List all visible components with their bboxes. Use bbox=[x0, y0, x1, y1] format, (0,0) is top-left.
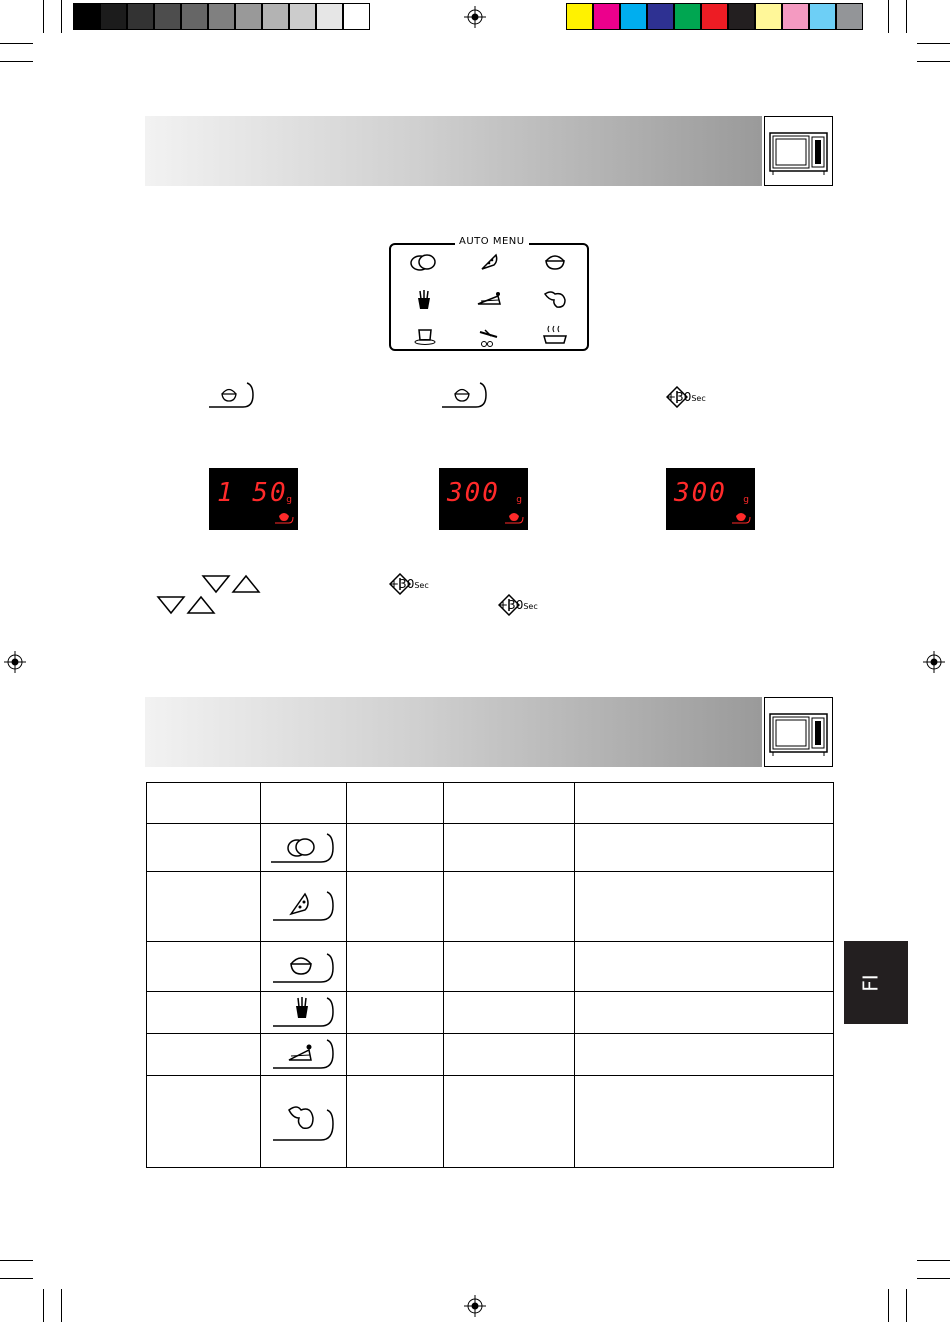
table-cell bbox=[443, 783, 575, 824]
lcd-display bbox=[666, 468, 755, 530]
table-cell bbox=[575, 1034, 834, 1076]
gray-swatch bbox=[154, 3, 181, 30]
table-cell bbox=[346, 824, 443, 872]
table-row bbox=[147, 872, 834, 942]
color-swatch bbox=[728, 3, 755, 30]
start-button[interactable] bbox=[666, 386, 706, 408]
gray-swatch bbox=[73, 3, 100, 30]
table-cell bbox=[147, 1034, 261, 1076]
start-label: +30Sec bbox=[498, 598, 538, 612]
crop-mark bbox=[888, 1289, 889, 1322]
crop-mark bbox=[0, 1278, 33, 1279]
start-label: +30Sec bbox=[389, 577, 429, 591]
table-cell bbox=[260, 942, 346, 992]
gray-swatch bbox=[181, 3, 208, 30]
pizza-icon[interactable] bbox=[478, 251, 500, 271]
language-tab bbox=[844, 941, 908, 1024]
microwave-icon-box bbox=[764, 697, 833, 767]
crop-mark bbox=[43, 0, 44, 33]
table-header-row bbox=[147, 783, 834, 824]
gray-swatch bbox=[208, 3, 235, 30]
table-row bbox=[147, 1034, 834, 1076]
crop-mark bbox=[917, 43, 950, 44]
table-row bbox=[147, 824, 834, 872]
defrost-icon[interactable] bbox=[477, 326, 501, 348]
color-swatch bbox=[647, 3, 674, 30]
start-button[interactable] bbox=[389, 573, 429, 595]
pizza-button[interactable] bbox=[261, 872, 345, 938]
crop-mark bbox=[0, 61, 33, 62]
table-cell bbox=[443, 992, 575, 1034]
potato-icon[interactable] bbox=[409, 252, 437, 272]
table-cell bbox=[575, 783, 834, 824]
table-cell bbox=[443, 872, 575, 942]
lcd-display bbox=[439, 468, 528, 530]
gray-swatch bbox=[289, 3, 316, 30]
table-cell bbox=[260, 783, 346, 824]
color-swatch bbox=[620, 3, 647, 30]
rice-bowl-button[interactable] bbox=[261, 942, 345, 988]
table-cell bbox=[443, 1076, 575, 1168]
microwave-icon bbox=[765, 698, 832, 766]
microwave-icon-box bbox=[764, 116, 833, 186]
lcd-display bbox=[209, 468, 298, 530]
potato-button[interactable] bbox=[261, 824, 345, 868]
table-cell bbox=[575, 942, 834, 992]
section-header-band bbox=[145, 697, 762, 767]
chicken-leg-icon[interactable] bbox=[541, 288, 569, 310]
color-swatch bbox=[593, 3, 620, 30]
table-cell bbox=[147, 1076, 261, 1168]
display-weight: 300 bbox=[674, 478, 727, 508]
table-cell bbox=[260, 992, 346, 1034]
table-cell bbox=[575, 992, 834, 1034]
start-label: +30Sec bbox=[666, 390, 706, 404]
crop-mark bbox=[917, 1278, 950, 1279]
table-cell bbox=[346, 1034, 443, 1076]
table-cell bbox=[443, 942, 575, 992]
start-button[interactable] bbox=[498, 594, 538, 616]
crop-mark bbox=[0, 43, 33, 44]
auto-menu-title: AUTO MENU bbox=[455, 236, 529, 247]
crop-mark bbox=[43, 1289, 44, 1322]
table-cell bbox=[346, 872, 443, 942]
color-swatch bbox=[782, 3, 809, 30]
cake-icon[interactable] bbox=[476, 290, 502, 308]
table-cell bbox=[147, 783, 261, 824]
table-cell bbox=[346, 1076, 443, 1168]
table-cell bbox=[147, 872, 261, 942]
section-header-band bbox=[145, 116, 762, 186]
gray-swatch bbox=[343, 3, 370, 30]
fries-button[interactable] bbox=[261, 992, 345, 1030]
display-unit: g bbox=[286, 495, 292, 505]
gray-swatch bbox=[235, 3, 262, 30]
color-swatch bbox=[566, 3, 593, 30]
table-row bbox=[147, 1076, 834, 1168]
registration-mark-icon bbox=[464, 1295, 486, 1317]
microwave-icon bbox=[765, 117, 832, 185]
table-cell bbox=[346, 942, 443, 992]
table-row bbox=[147, 942, 834, 992]
reheat-icon[interactable] bbox=[541, 324, 569, 346]
table-cell bbox=[260, 1034, 346, 1076]
crop-mark bbox=[61, 0, 62, 33]
gray-swatch bbox=[100, 3, 127, 30]
color-swatch bbox=[674, 3, 701, 30]
table-cell bbox=[260, 1076, 346, 1168]
table-cell bbox=[575, 1076, 834, 1168]
arrow-down-up-buttons[interactable] bbox=[201, 574, 263, 594]
table-cell bbox=[346, 783, 443, 824]
rice-bowl-button[interactable] bbox=[440, 381, 492, 409]
rice-bowl-icon bbox=[505, 510, 525, 524]
display-weight: 300 bbox=[447, 478, 500, 508]
rice-bowl-icon[interactable] bbox=[543, 251, 567, 271]
gray-swatch bbox=[127, 3, 154, 30]
table-cell bbox=[346, 992, 443, 1034]
gray-swatch bbox=[316, 3, 343, 30]
color-swatch bbox=[701, 3, 728, 30]
table-cell bbox=[147, 942, 261, 992]
table-cell bbox=[147, 824, 261, 872]
drink-cup-icon[interactable] bbox=[413, 326, 437, 346]
registration-mark-icon bbox=[923, 651, 945, 673]
table-cell bbox=[575, 872, 834, 942]
chicken-leg-button[interactable] bbox=[261, 1076, 345, 1164]
rice-bowl-icon bbox=[275, 510, 295, 524]
registration-mark-icon bbox=[464, 6, 486, 28]
auto-menu-table bbox=[146, 782, 834, 1168]
color-swatch bbox=[809, 3, 836, 30]
table-cell bbox=[443, 1034, 575, 1076]
crop-mark bbox=[0, 1260, 33, 1261]
gray-swatch bbox=[262, 3, 289, 30]
table-cell bbox=[260, 824, 346, 872]
registration-mark-icon bbox=[4, 651, 26, 673]
table-cell bbox=[575, 824, 834, 872]
table-row bbox=[147, 992, 834, 1034]
fries-icon[interactable] bbox=[414, 289, 434, 311]
table-cell bbox=[443, 824, 575, 872]
display-weight: 1 50 bbox=[217, 478, 288, 508]
display-unit: g bbox=[743, 495, 749, 505]
display-unit: g bbox=[516, 495, 522, 505]
crop-mark bbox=[917, 1260, 950, 1261]
crop-mark bbox=[906, 1289, 907, 1322]
table-cell bbox=[260, 872, 346, 942]
crop-mark bbox=[917, 61, 950, 62]
rice-bowl-icon bbox=[732, 510, 752, 524]
crop-mark bbox=[888, 0, 889, 33]
language-tab-label: FI bbox=[858, 974, 883, 992]
arrow-down-up-buttons[interactable] bbox=[156, 595, 218, 615]
table-cell bbox=[147, 992, 261, 1034]
cake-button[interactable] bbox=[261, 1034, 345, 1072]
rice-bowl-button[interactable] bbox=[207, 381, 259, 409]
color-swatch bbox=[836, 3, 863, 30]
color-swatch bbox=[755, 3, 782, 30]
crop-mark bbox=[61, 1289, 62, 1322]
crop-mark bbox=[906, 0, 907, 33]
